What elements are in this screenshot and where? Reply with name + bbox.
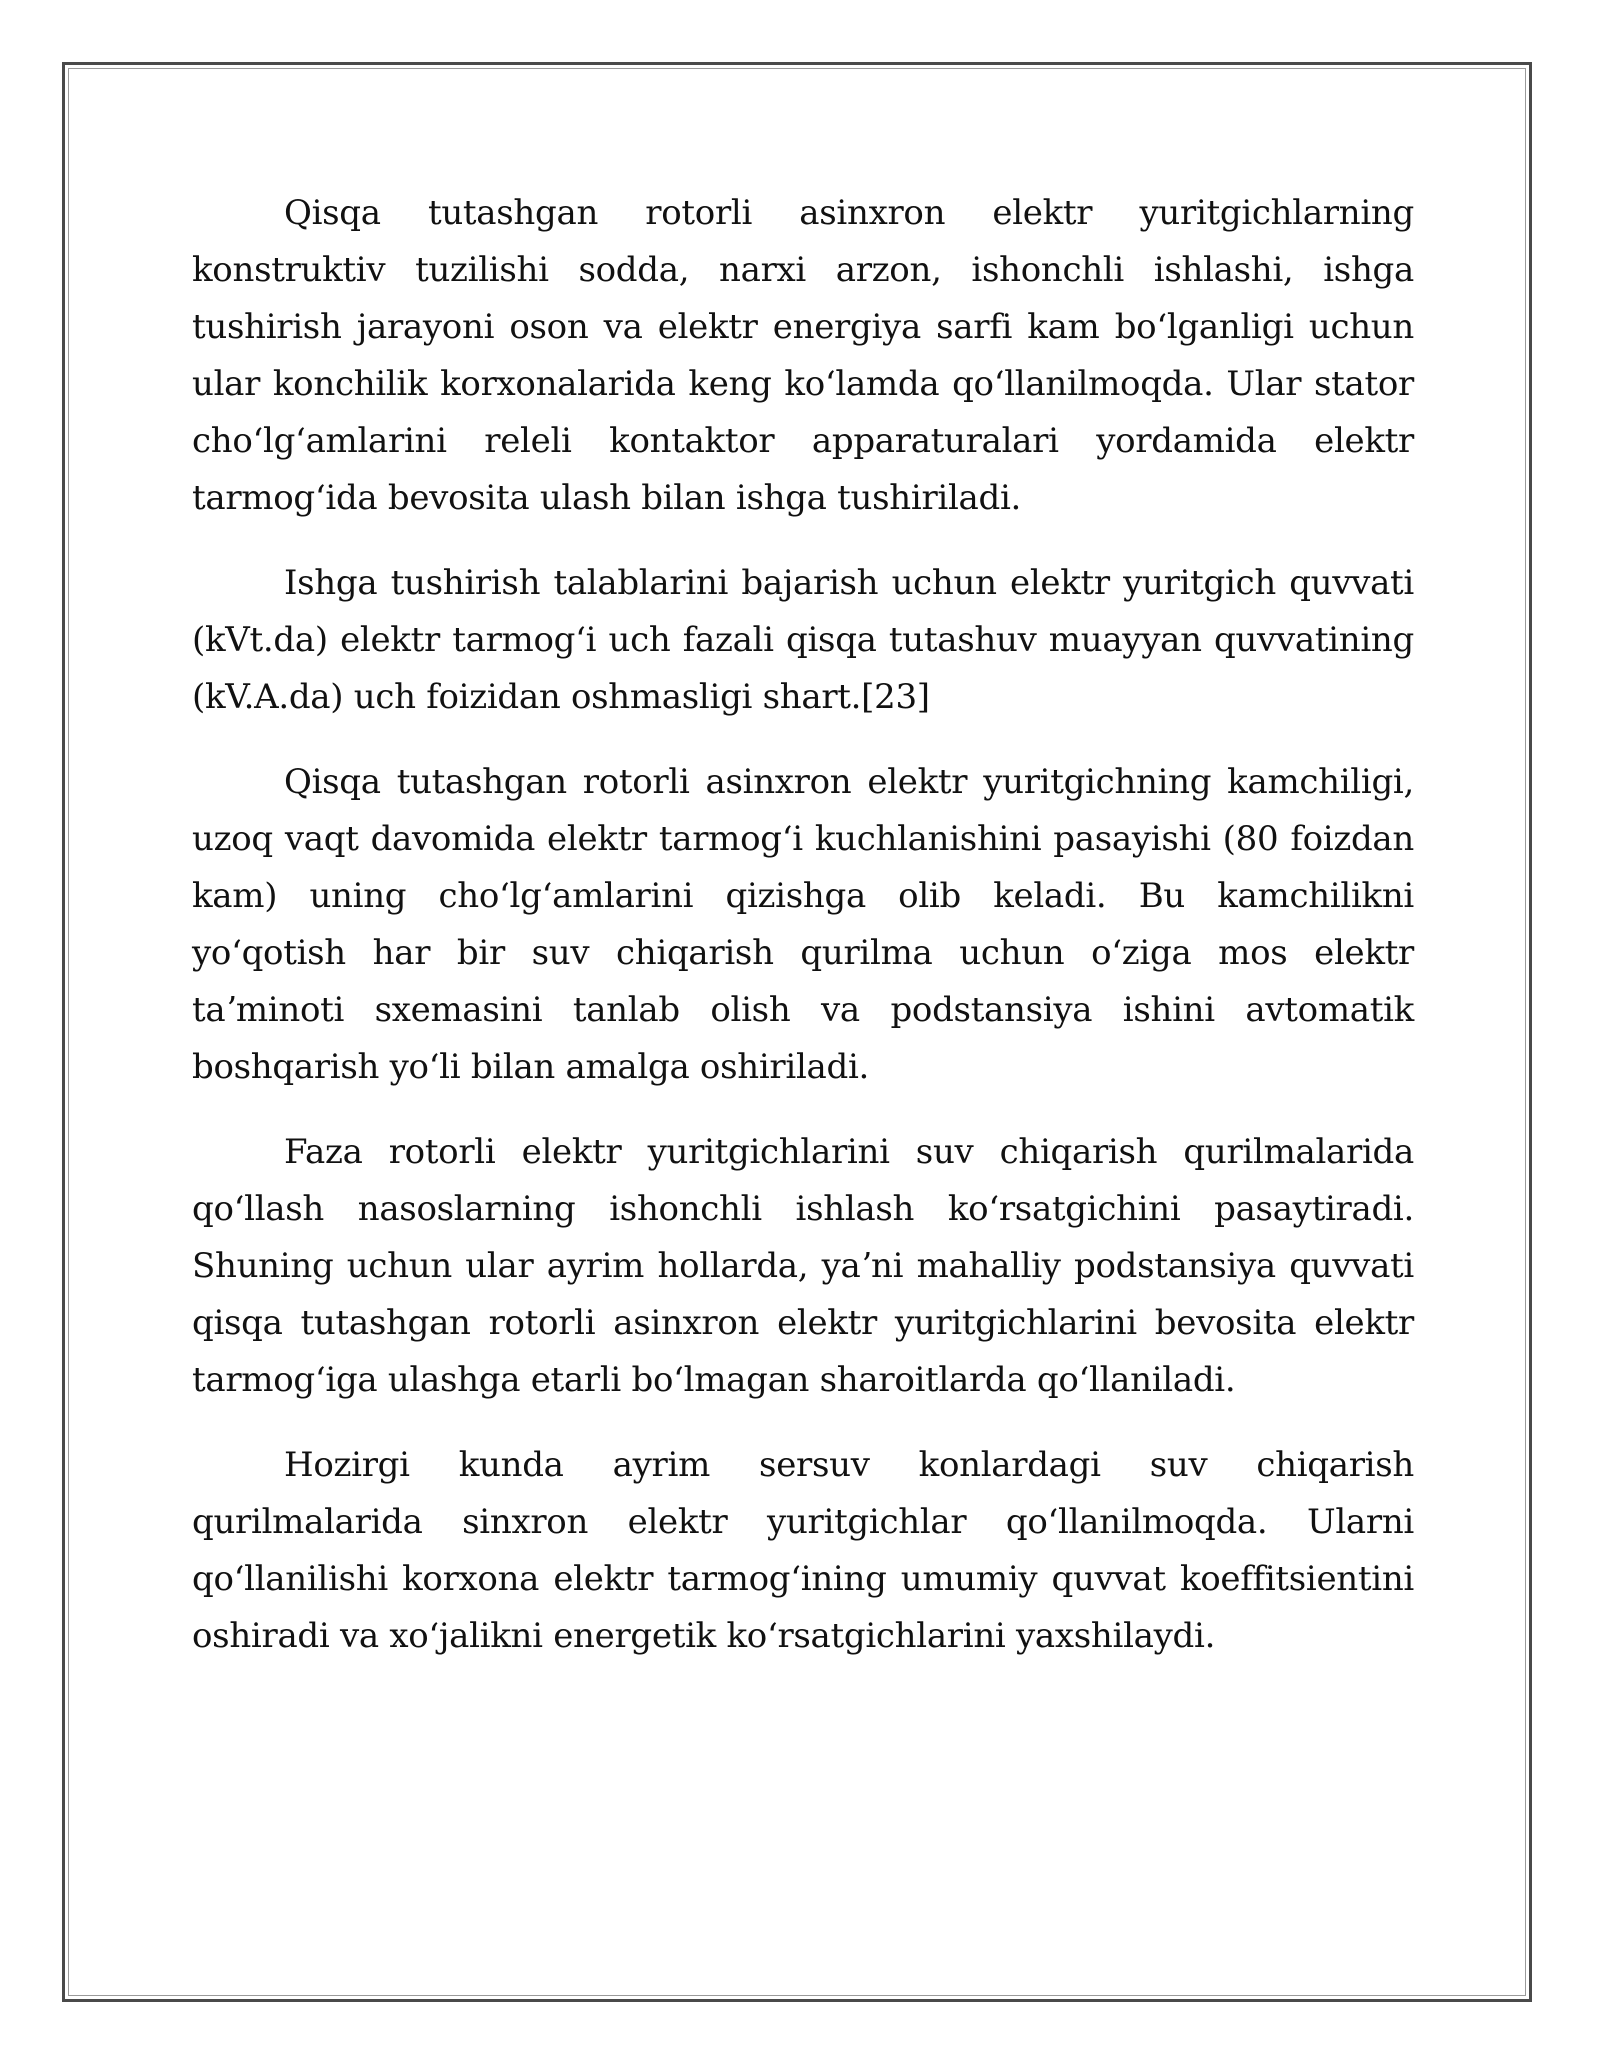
paragraph-5: Hozirgi kunda ayrim sersuv konlardagi suv chiqarish qurilmalarida sinxron elektr yuritgichlar qoʻllanilmoqda. Ularni qoʻllanilishi korxona elektr tarmogʻining umumiy quvvat koeffitsientini oshiradi va xoʻjalikni energetik koʻrsatgichlarini yaxshilaydi. xyxy=(192,1445,1414,1656)
paragraph-2: Ishga tushirish talablarini bajarish uchun elektr yuritgich quvvati (kVt.da) elektr tarmogʻi uch fazali qisqa tutashuv muayyan quvvatining (kV.A.da) uch foizidan oshmasligi shart.[23] xyxy=(192,563,1414,717)
paragraph-3: Qisqa tutashgan rotorli asinxron elektr yuritgichning kamchiligi, uzoq vaqt davomida elektr tarmogʻi kuchlanishini pasayishi (80 foizdan kam) uning choʻlgʻamlarini qizishga olib keladi. Bu kamchilikni yoʻqotish har bir suv chiqarish qurilma uchun oʻziga mos elektr taʼminoti sxemasini tanlab olish va podstansiya ishini avtomatik boshqarish yoʻli bilan amalga oshiriladi. xyxy=(192,762,1414,1087)
paragraph-4: Faza rotorli elektr yuritgichlarini suv chiqarish qurilmalarida qoʻllash nasoslarning ishonchli ishlash koʻrsatgichini pasaytiradi. Shuning uchun ular ayrim hollarda, yaʼni mahalliy podstansiya quvvati qisqa tutashgan rotorli asinxron elektr yuritgichlarini bevosita elektr tarmogʻiga ulashga etarli boʻlmagan sharoitlarda qoʻllaniladi. xyxy=(192,1132,1414,1400)
page-frame xyxy=(62,62,1532,2002)
document-body xyxy=(192,185,1414,1693)
paragraph-1: Qisqa tutashgan rotorli asinxron elektr yuritgichlarning konstruktiv tuzilishi sodda, narxi arzon, ishonchli ishlashi, ishga tushirish jarayoni oson va elektr energiya sarfi kam boʻlganligi uchun ular konchilik korxonalarida keng koʻlamda qoʻllanilmoqda. Ular stator choʻlgʻamlarini releli kontaktor apparaturalari yordamida elektr tarmogʻida bevosita ulash bilan ishga tushiriladi. xyxy=(192,193,1414,518)
